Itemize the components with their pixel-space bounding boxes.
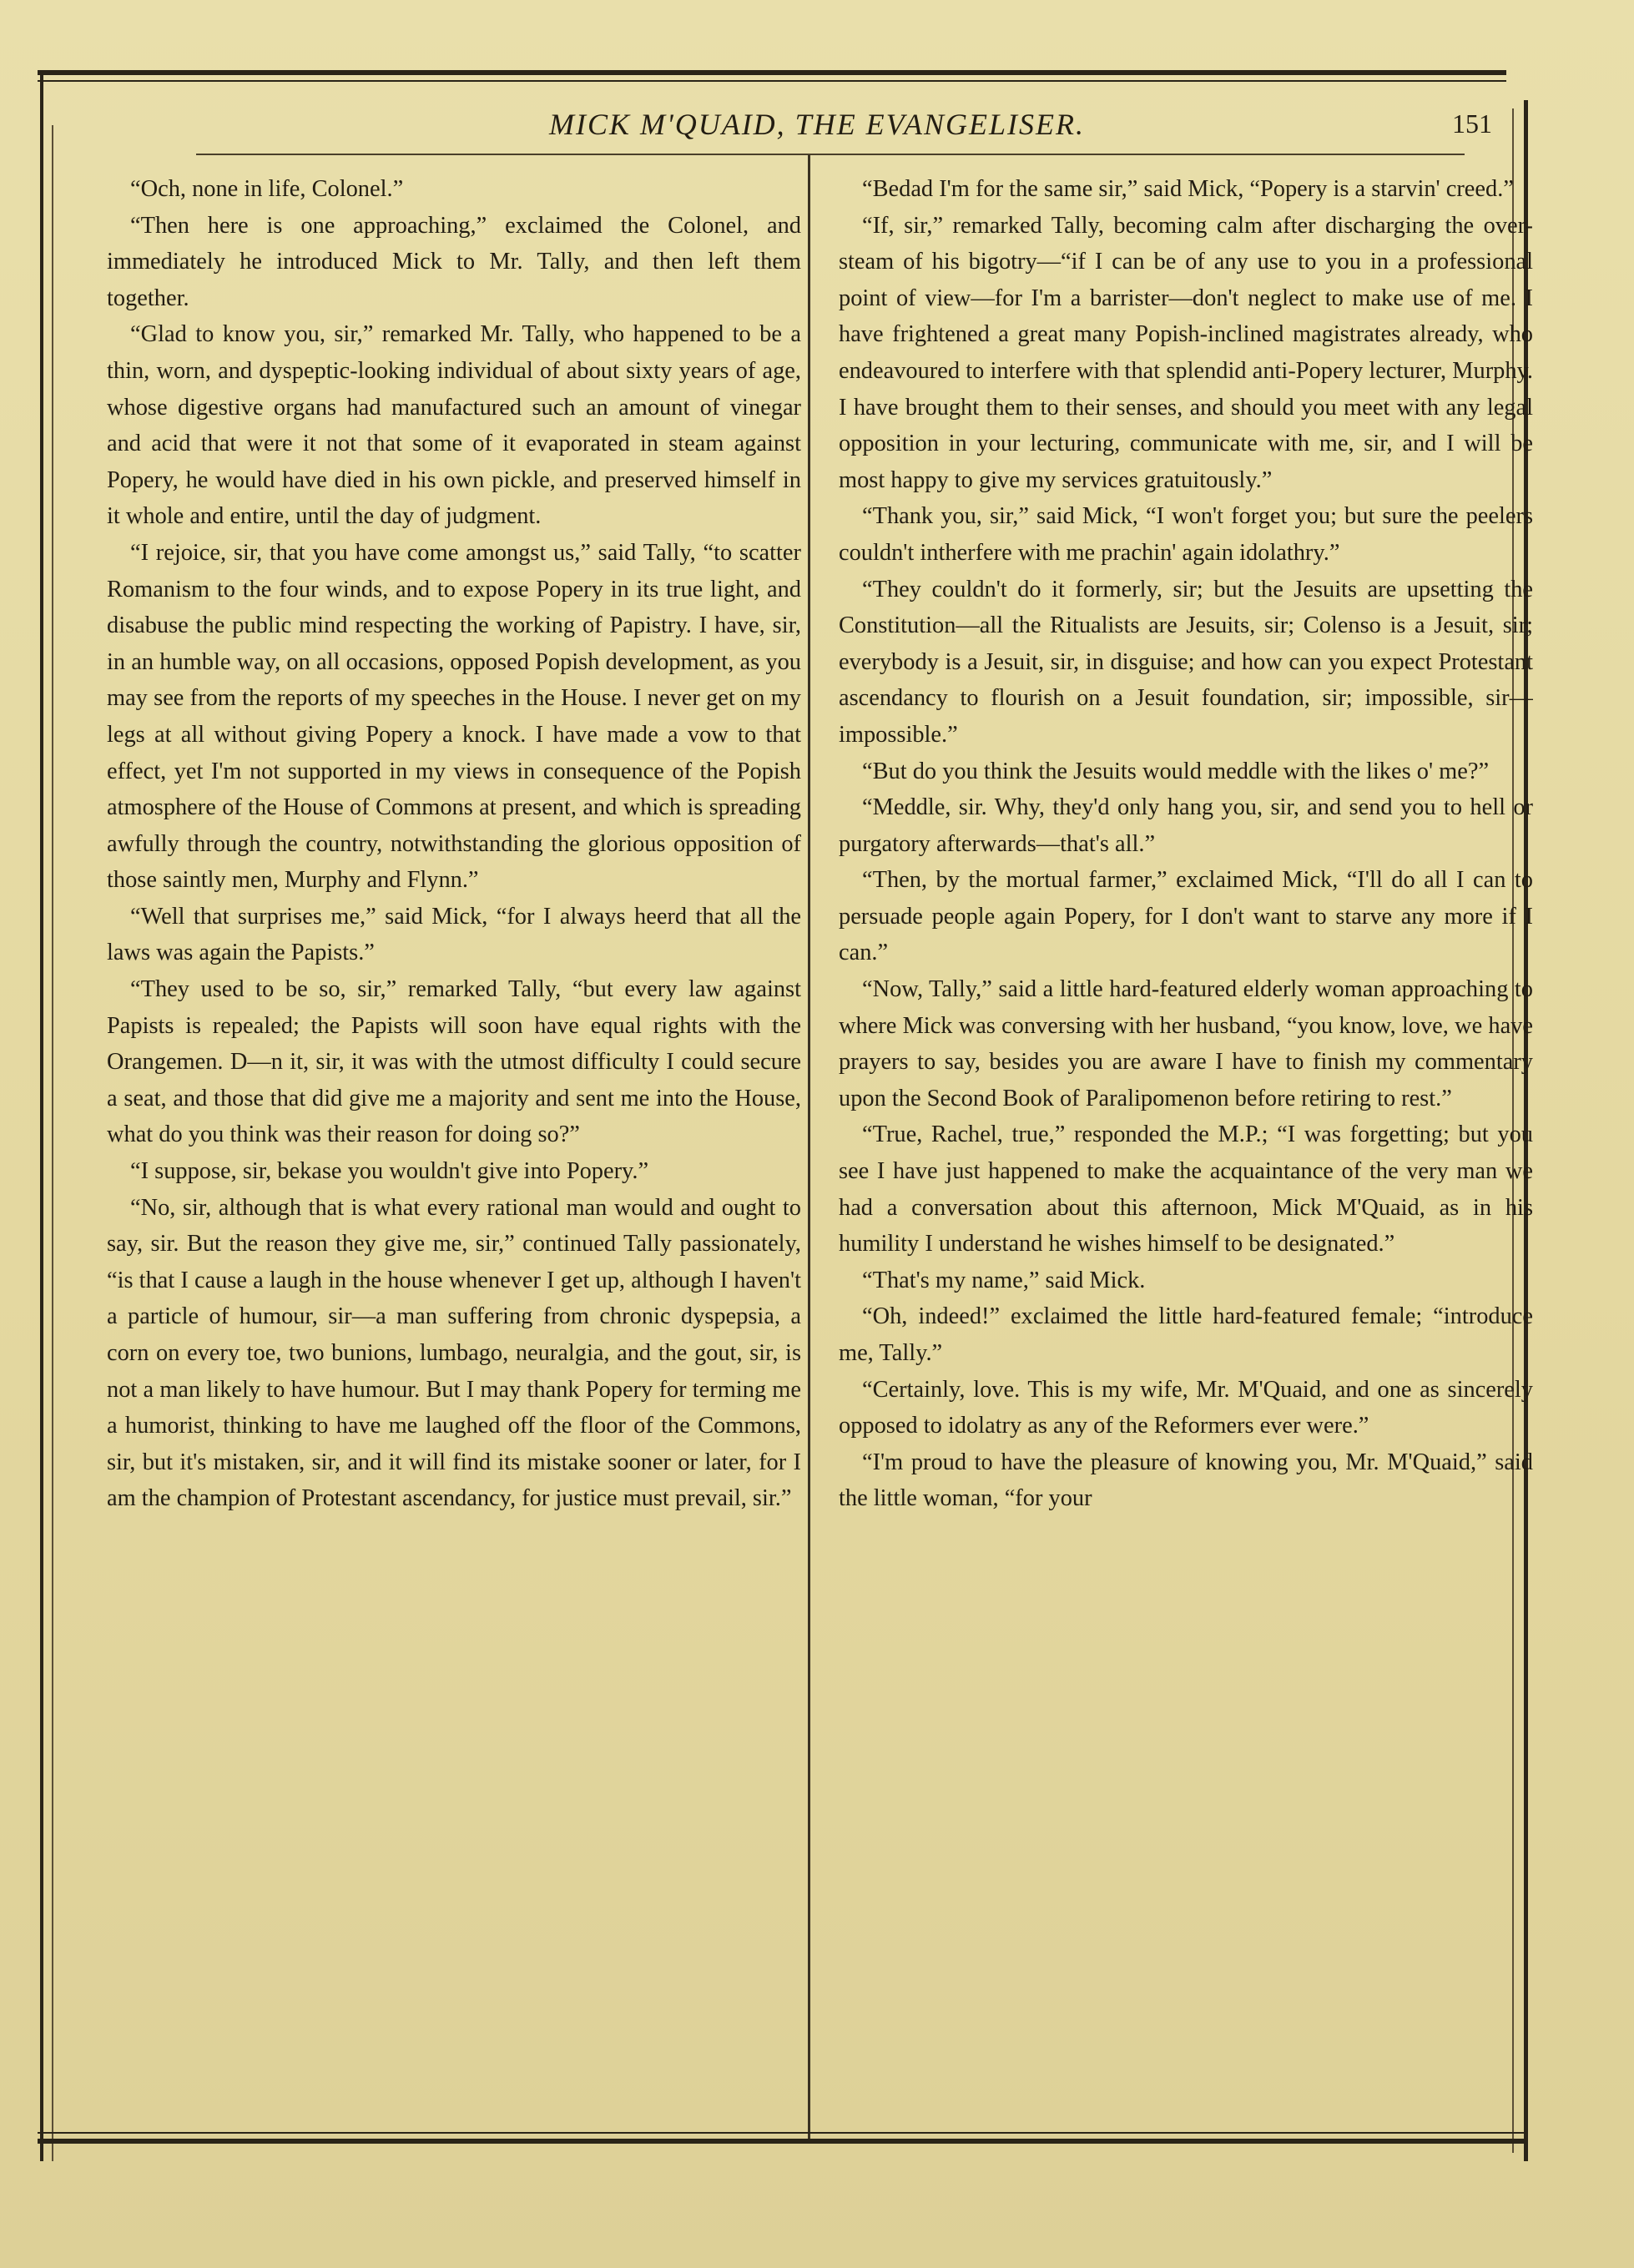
paragraph: “Then, by the mortual farmer,” exclaimed Mick, “I'll do all I can to persuade people again Popery, for I don't want to starve any more if I can.” bbox=[839, 867, 1533, 966]
paragraph: “Och, none in life, Colonel.” bbox=[130, 176, 404, 202]
bottom-rule-thin bbox=[38, 2132, 1527, 2134]
top-rule-thin bbox=[38, 80, 1506, 82]
left-column bbox=[107, 171, 801, 2099]
paragraph: “Thank you, sir,” said Mick, “I won't forget you; but sure the peelers couldn't intherfere with me prachin' again idolathry.” bbox=[839, 503, 1533, 566]
paragraph: “Well that surprises me,” said Mick, “for I always heerd that all the laws was again the Papists.” bbox=[107, 903, 801, 966]
paragraph: “That's my name,” said Mick. bbox=[862, 1267, 1146, 1293]
header-rule bbox=[196, 154, 1465, 155]
paragraph: “Glad to know you, sir,” remarked Mr. Tally, who happened to be a thin, worn, and dyspeptic-looking individual of about sixty years of age, whose digestive organs had manufactured such an amount of vinegar and acid that were it not that some of it evaporated in steam against Popery, he would have died in his own pickle, and preserved himself in it whole and entire, until the day of judgment. bbox=[107, 321, 801, 530]
left-border-rule bbox=[40, 75, 43, 2161]
paragraph: “Oh, indeed!” exclaimed the little hard-featured female; “introduce me, Tally.” bbox=[839, 1303, 1533, 1366]
paragraph: “Now, Tally,” said a little hard-featured elderly woman approaching to where Mick was conversing with her husband, “you know, love, we have prayers to say, besides you are aware I have to finish my commentary upon the Second Book of Paralipomenon before retiring to rest.” bbox=[839, 976, 1533, 1111]
paragraph: “I rejoice, sir, that you have come amongst us,” said Tally, “to scatter Romanism to the four winds, and to expose Popery in its true light, and disabuse the public mind respecting the working of Papistry. I have, sir, in an humble way, on all occasions, opposed Popish development, as you may see from the reports of my speeches in the House. I never get on my legs at all without giving Popery a knock. I have made a vow to that effect, yet I'm not supported in my views in consequence of the Popish atmosphere of the House of Commons at present, and which is spreading awfully through the country, notwithstanding the glorious opposition of those saintly men, Murphy and Flynn.” bbox=[107, 539, 801, 894]
right-column bbox=[839, 171, 1533, 2099]
paragraph: “Certainly, love. This is my wife, Mr. M'Quaid, and one as sincerely opposed to idolatry as any of the Reformers ever were.” bbox=[839, 1376, 1533, 1439]
paragraph: “They used to be so, sir,” remarked Tally, “but every law against Papists is repealed; the Papists will soon have equal rights with the Orangemen. D—n it, sir, it was with the utmost difficulty I could secure a seat, and those that did give me a majority and sent me into the House, what do you think was their reason for doing so?” bbox=[107, 976, 801, 1148]
left-inner-rule bbox=[52, 125, 53, 2161]
top-rule-thick bbox=[38, 70, 1506, 75]
page-number: 151 bbox=[1452, 108, 1492, 139]
paragraph: “But do you think the Jesuits would meddle with the likes o' me?” bbox=[862, 758, 1490, 784]
paragraph: “They couldn't do it formerly, sir; but the Jesuits are upsetting the Constitution—all the Ritualists are Jesuits, sir; Colenso is a Jesuit, sir; everybody is a Jesuit, sir, in disguise; and how can you expect Protestant ascendancy to flourish on a Jesuit foundation, sir; impossible, sir—impossible.” bbox=[839, 576, 1533, 748]
bottom-rule-thick bbox=[38, 2139, 1527, 2144]
paragraph: “Meddle, sir. Why, they'd only hang you, sir, and send you to hell or purgatory afterwards—that's all.” bbox=[839, 794, 1533, 857]
paragraph: “Then here is one approaching,” exclaimed the Colonel, and immediately he introduced Mick to Mr. Tally, and then left them together. bbox=[107, 212, 801, 311]
paragraph: “I'm proud to have the pleasure of knowing you, Mr. M'Quaid,” said the little woman, “for your bbox=[839, 1449, 1533, 1512]
column-divider bbox=[808, 155, 810, 2141]
paragraph: “True, Rachel, true,” responded the M.P.; “I was forgetting; but you see I have just happened to make the acquaintance of the very man we had a conversation about this afternoon, Mick M'Quaid, as in his humility I understand he wishes himself to be designated.” bbox=[839, 1121, 1533, 1257]
paragraph: “Bedad I'm for the same sir,” said Mick, “Popery is a starvin' creed.” bbox=[862, 176, 1514, 202]
paragraph: “No, sir, although that is what every rational man would and ought to say, sir. But the reason they give me, sir,” continued Tally passionately, “is that I cause a laugh in the house whenever I get up, although I haven't a particle of humour, sir—a man suffering from chronic dyspepsia, a corn on every toe, two bunions, lumbago, neuralgia, and the gout, sir, is not a man likely to have humour. But I may thank Popery for terming me a humorist, thinking to have me laughed off the floor of the Commons, sir, but it's mistaken, sir, and it will find its mistake sooner or later, for I am the champion of Protestant ascendancy, for justice must prevail, sir.” bbox=[107, 1194, 801, 1512]
paragraph: “If, sir,” remarked Tally, becoming calm after discharging the over-steam of his bigotry—“if I can be of any use to you in a professional point of view—for I'm a barrister—don't neglect to make use of me. I have frightened a great many Popish-inclined magistrates already, who endeavoured to interfere with that splendid anti-Popery lecturer, Murphy. I have brought them to their senses, and should you meet with any legal opposition in your lecturing, communicate with me, sir, and I will be most happy to give my services gratuitously.” bbox=[839, 212, 1533, 493]
running-header-title: MICK M'QUAID, THE EVANGELISER. bbox=[549, 108, 1085, 141]
paragraph: “I suppose, sir, bekase you wouldn't give into Popery.” bbox=[130, 1158, 649, 1185]
